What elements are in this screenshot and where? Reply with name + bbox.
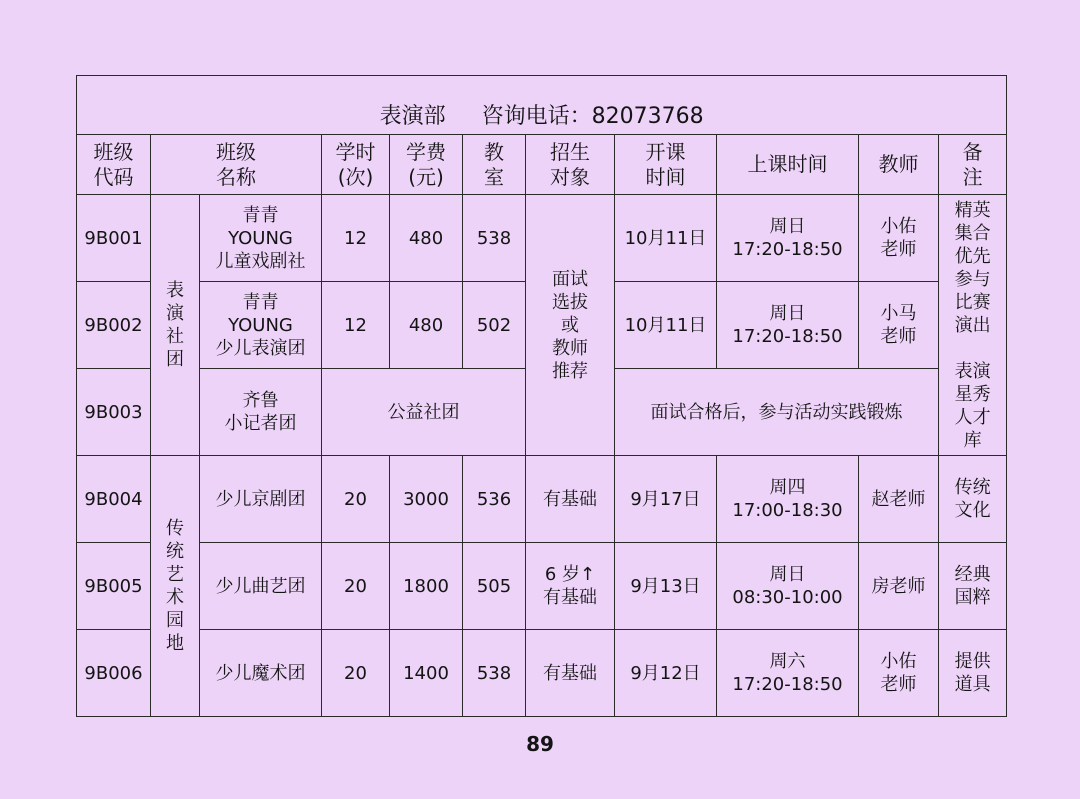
class-merged-info: 公益社团: [322, 369, 526, 456]
group-traditional: 传 统 艺 术 园 地: [151, 456, 200, 717]
class-start: 10月11日: [615, 282, 717, 369]
class-target: 6 岁↑ 有基础: [526, 543, 615, 630]
class-fee: 480: [390, 195, 463, 282]
class-code: 9B005: [77, 543, 151, 630]
class-code: 9B002: [77, 282, 151, 369]
class-fee: 1800: [390, 543, 463, 630]
remark: 提供 道具: [939, 630, 1007, 717]
table-row: [77, 456, 1007, 543]
class-name: 齐鲁 小记者团: [200, 369, 322, 456]
class-schedule: 周六 17:20-18:50: [717, 630, 859, 717]
class-schedule: 周日 08:30-10:00: [717, 543, 859, 630]
class-start: 10月11日: [615, 195, 717, 282]
page-number: 89: [526, 732, 554, 756]
class-code: 9B004: [77, 456, 151, 543]
class-hours: 20: [322, 630, 390, 717]
remark-performance: 精英 集合 优先 参与 比赛 演出 表演 星秀 人才 库: [939, 195, 1007, 456]
class-name: 青青 YOUNG 儿童戏剧社: [200, 195, 322, 282]
class-hours: 12: [322, 195, 390, 282]
course-table: [76, 75, 1007, 717]
class-name: 青青 YOUNG 少儿表演团: [200, 282, 322, 369]
class-name: 少儿京剧团: [200, 456, 322, 543]
class-teacher: 房老师: [859, 543, 939, 630]
header-teacher: 教师: [859, 135, 939, 195]
group-performance: 表 演 社 团: [151, 195, 200, 456]
class-name: 少儿魔术团: [200, 630, 322, 717]
class-schedule: 周日 17:20-18:50: [717, 195, 859, 282]
table-title: [77, 76, 1007, 135]
header-fee: 学费 (元): [390, 135, 463, 195]
class-teacher: 小佑 老师: [859, 195, 939, 282]
class-room: 536: [463, 456, 526, 543]
header-room: 教 室: [463, 135, 526, 195]
table-row: [77, 630, 1007, 717]
class-start: 9月13日: [615, 543, 717, 630]
title-row: [77, 76, 1007, 135]
department-name: 表演部: [379, 104, 446, 129]
class-start: 9月12日: [615, 630, 717, 717]
class-schedule: 周日 17:20-18:50: [717, 282, 859, 369]
class-code: 9B001: [77, 195, 151, 282]
remark: 传统 文化: [939, 456, 1007, 543]
class-teacher: 小马 老师: [859, 282, 939, 369]
header-code: 班级 代码: [77, 135, 151, 195]
class-target-shared: 面试 选拔 或 教师 推荐: [526, 195, 615, 456]
class-schedule: 周四 17:00-18:30: [717, 456, 859, 543]
class-start: 9月17日: [615, 456, 717, 543]
class-room: 502: [463, 282, 526, 369]
header-schedule: 上课时间: [717, 135, 859, 195]
table-row: [77, 195, 1007, 282]
class-hours: 12: [322, 282, 390, 369]
header-target: 招生 对象: [526, 135, 615, 195]
class-fee: 3000: [390, 456, 463, 543]
table-row: [77, 543, 1007, 630]
class-teacher: 小佑 老师: [859, 630, 939, 717]
class-hours: 20: [322, 543, 390, 630]
class-room: 538: [463, 195, 526, 282]
class-code: 9B003: [77, 369, 151, 456]
class-hours: 20: [322, 456, 390, 543]
header-name: 班级 名称: [151, 135, 322, 195]
class-teacher: 赵老师: [859, 456, 939, 543]
class-merged-note: 面试合格后，参与活动实践锻炼: [615, 369, 939, 456]
class-room: 538: [463, 630, 526, 717]
class-fee: 1400: [390, 630, 463, 717]
header-start: 开课 时间: [615, 135, 717, 195]
header-row: [77, 135, 1007, 195]
class-fee: 480: [390, 282, 463, 369]
remark: 经典 国粹: [939, 543, 1007, 630]
class-name: 少儿曲艺团: [200, 543, 322, 630]
class-code: 9B006: [77, 630, 151, 717]
phone-label: 咨询电话：82073768: [481, 104, 704, 129]
header-hours: 学时 (次): [322, 135, 390, 195]
class-target: 有基础: [526, 630, 615, 717]
class-target: 有基础: [526, 456, 615, 543]
header-remark: 备 注: [939, 135, 1007, 195]
class-room: 505: [463, 543, 526, 630]
